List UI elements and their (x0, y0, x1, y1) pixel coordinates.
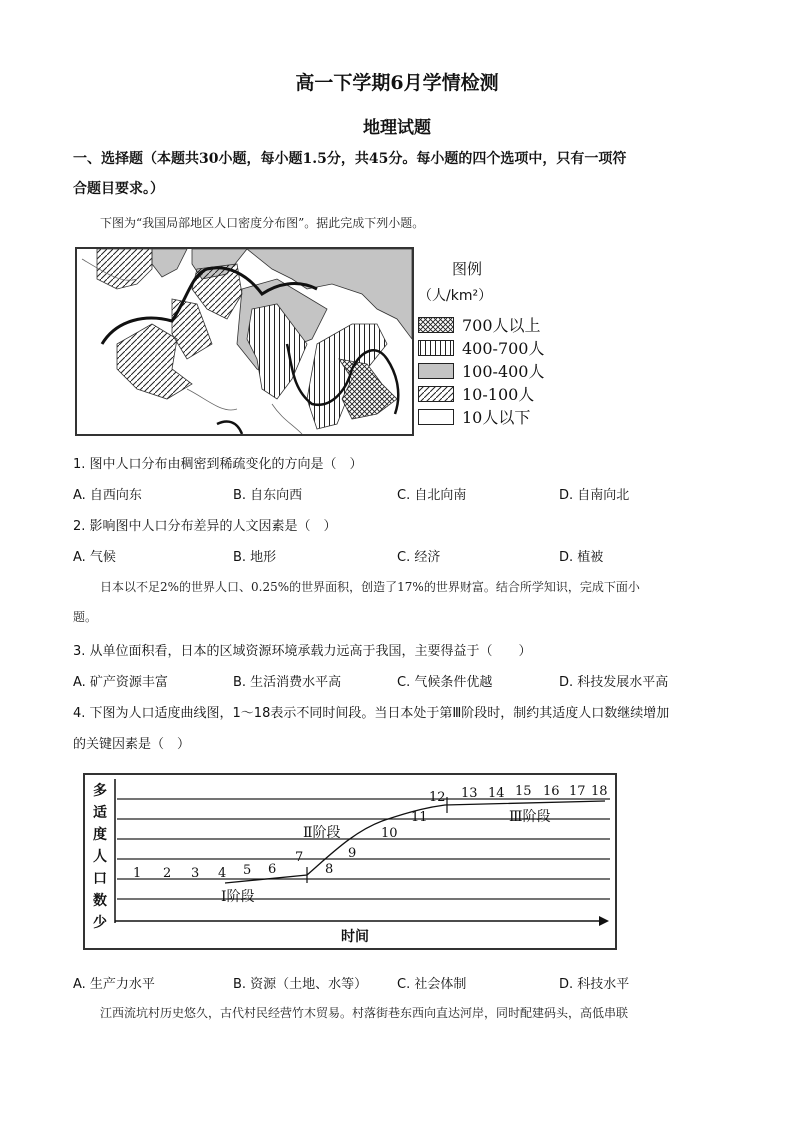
legend-label: 10-100人 (462, 385, 535, 404)
period-label: 11 (411, 810, 428, 825)
period-label: 4 (218, 866, 227, 881)
period-label: 10 (381, 826, 398, 841)
map-graphic (77, 249, 412, 434)
question-4-stem-line1: 4. 下图为人口适度曲线图，1～18表示不同时间段。当日本处于第Ⅲ阶段时，制约其适度人口数继续增加 (73, 706, 670, 721)
legend-item-100-400 (418, 359, 545, 382)
period-label: 16 (543, 784, 560, 799)
q1-option-d[interactable]: D. 自南向北 (559, 488, 630, 503)
intro-text-2-line1: 日本以不足2%的世界人口、0.25%的世界面积，创造了17%的世界财富。结合所学知识，完成下面小 (100, 580, 640, 594)
q1-option-a[interactable]: A. 自西向东 (73, 488, 142, 503)
period-label: 15 (515, 784, 532, 799)
stage-label-3: Ⅲ阶段 (509, 809, 551, 825)
period-label: 18 (591, 784, 608, 799)
period-label: 2 (163, 866, 172, 881)
population-density-map (75, 247, 414, 436)
q3-option-b[interactable]: B. 生活消费水平高 (233, 675, 342, 690)
legend-label: 100-400人 (462, 362, 545, 381)
legend-unit: （人/km²） (418, 288, 493, 304)
q3-option-a[interactable]: A. 矿产资源丰富 (73, 675, 168, 690)
question-3-stem: 3. 从单位面积看，日本的区域资源环境承载力远高于我国，主要得益于（ ） (73, 644, 532, 659)
period-label: 1 (133, 866, 142, 881)
map-legend (418, 313, 545, 428)
population-curve-chart (83, 773, 617, 950)
period-label: 17 (569, 784, 586, 799)
legend-item-400-700 (418, 336, 545, 359)
q2-option-b[interactable]: B. 地形 (233, 550, 277, 565)
chart-graphic (85, 775, 615, 948)
legend-label: 400-700人 (462, 339, 545, 358)
q4-option-c[interactable]: C. 社会体制 (397, 977, 467, 992)
legend-item-10-100 (418, 382, 545, 405)
period-label: 5 (243, 863, 252, 878)
period-label: 7 (295, 850, 304, 865)
x-axis-arrow-icon (599, 916, 609, 926)
q4-option-b[interactable]: B. 资源（土地、水等） (233, 977, 368, 992)
q1-option-c[interactable]: C. 自北向南 (397, 488, 467, 503)
period-label: 6 (268, 862, 277, 877)
page-subtitle: 地理试题 (363, 118, 431, 138)
y-label-char: 多 (93, 783, 107, 799)
period-label: 13 (461, 786, 478, 801)
section-heading-line2: 合题目要求。） (73, 181, 164, 197)
stage-label-1: Ⅰ阶段 (221, 889, 255, 905)
legend-label: 700人以上 (462, 316, 541, 335)
y-label-char: 口 (93, 871, 107, 887)
period-label: 3 (191, 866, 200, 881)
y-label-char: 少 (93, 915, 107, 931)
period-label: 12 (429, 790, 446, 805)
y-label-char: 人 (93, 849, 107, 865)
section-heading-line1: 一、选择题（本题共30小题，每小题1.5分，共45分。每小题的四个选项中，只有一项符 (73, 151, 627, 167)
q3-option-c[interactable]: C. 气候条件优越 (397, 675, 493, 690)
legend-title: 图例 (452, 260, 483, 278)
q3-option-d[interactable]: D. 科技发展水平高 (559, 675, 669, 690)
q4-option-d[interactable]: D. 科技水平 (559, 977, 630, 992)
q4-option-a[interactable]: A. 生产力水平 (73, 977, 155, 992)
legend-label: 10人以下 (462, 408, 531, 427)
crosshatch-swatch-icon (418, 317, 454, 333)
intro-text-2-line2: 题。 (73, 610, 98, 624)
question-1-stem: 1. 图中人口分布由稠密到稀疏变化的方向是（ ） (73, 457, 363, 472)
q2-option-a[interactable]: A. 气候 (73, 550, 116, 565)
question-2-stem: 2. 影响图中人口分布差异的人文因素是（ ） (73, 519, 337, 534)
period-label: 14 (488, 786, 505, 801)
q1-option-b[interactable]: B. 自东向西 (233, 488, 303, 503)
y-label-char: 适 (93, 805, 107, 821)
period-label: 9 (348, 846, 357, 861)
blank-swatch-icon (418, 409, 454, 425)
y-label-char: 度 (93, 827, 107, 843)
grey-swatch-icon (418, 363, 454, 379)
q2-option-d[interactable]: D. 植被 (559, 550, 604, 565)
page-title: 高一下学期6月学情检测 (295, 72, 499, 94)
period-label: 8 (325, 862, 334, 877)
intro-text-3: 江西流坑村历史悠久，古代村民经营竹木贸易。村落街巷东西向直达河岸，同时配建码头，高低串联 (100, 1006, 629, 1020)
q2-option-c[interactable]: C. 经济 (397, 550, 441, 565)
question-4-stem-line2: 的关键因素是（ ） (73, 737, 191, 752)
intro-text-1: 下图为“我国局部地区人口密度分布图”。据此完成下列小题。 (100, 216, 425, 230)
legend-item-700plus (418, 313, 545, 336)
diagonal-hatch-swatch-icon (418, 386, 454, 402)
legend-item-below10 (418, 405, 545, 428)
y-label-char: 数 (93, 893, 107, 909)
vertical-hatch-swatch-icon (418, 340, 454, 356)
x-axis-label: 时间 (341, 929, 369, 945)
stage-label-2: Ⅱ阶段 (303, 825, 341, 841)
